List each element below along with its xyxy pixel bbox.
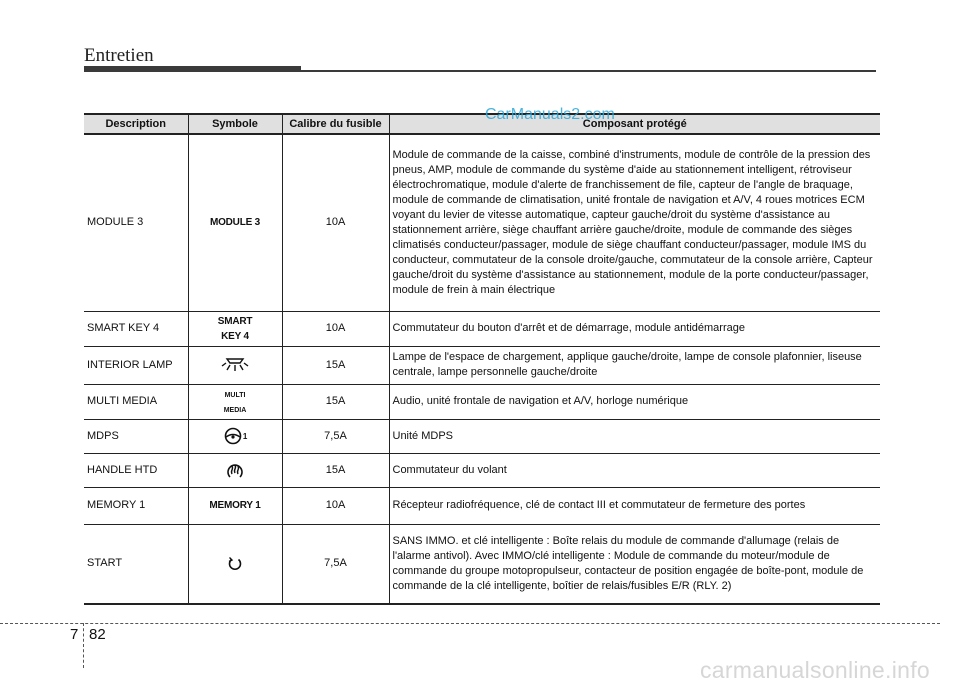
fuse-rating: 15A [282, 346, 389, 384]
column-header-rating: Calibre du fusible [282, 114, 389, 134]
table-row [84, 311, 880, 346]
title-underline-thick [84, 66, 301, 72]
symbol-label-line2: MEDIA [223, 406, 247, 414]
protected-component: Audio, unité frontale de navigation et A/V, horloge numérique [389, 384, 880, 419]
table-row [84, 524, 880, 604]
watermark-top: CarManuals2.com [485, 106, 615, 123]
protected-component: Unité MDPS [389, 419, 880, 453]
protected-component: Lampe de l'espace de chargement, applique gauche/droite, lampe de console plafonnier, liseuse centrale, lampe personnelle gauche/droite [389, 346, 880, 384]
heated-steering-icon [225, 460, 245, 480]
footer-divider-horizontal [0, 623, 940, 624]
fuse-rating: 15A [282, 453, 389, 487]
symbol-label: MEMORY 1 [209, 500, 261, 511]
table-row [84, 419, 880, 453]
symbol-label-line1: MULTI [224, 391, 246, 399]
title-underline-thin [301, 70, 876, 72]
fuse-description: SMART KEY 4 [84, 311, 188, 346]
fuse-symbol [188, 524, 282, 604]
fuse-rating: 10A [282, 487, 389, 524]
protected-component: Module de commande de la caisse, combiné d'instruments, module de contrôle de la pression des pneus, AMP, module de commande du système d'aide au stationnement intelligent, rétroviseur électrochromatique, module d'alerte de franchissement de file, capteur de l'angle de braquage, module de commande de climatisation, unité frontale de navigation et A/V, 4 roues motrices ECM voyant du levier de vitesse automatique, capteur gauche/droit du système d'assistance au stationnement arrière, siège chauffant arrière gauche/droite, module de commande des sièges climatisés conducteur/passager, module de siège chauffant conducteur/passager, module IMS du conducteur, commutateur de la console droite/gauche, commutateur de la console arrière, Capteur gauche/droit du système d'assistance au stationnement, module de la porte conducteur/passager, module de frein à main électrique [389, 134, 880, 311]
chapter-number: 7 [70, 626, 79, 643]
fuse-symbol [188, 346, 282, 384]
page-title: Entretien [84, 45, 154, 66]
table-row [84, 346, 880, 384]
fuse-description: MULTI MEDIA [84, 384, 188, 419]
table-row [84, 487, 880, 524]
symbol-label: MODULE 3 [209, 217, 261, 229]
protected-component: Récepteur radiofréquence, clé de contact III et commutateur de fermeture des portes [389, 487, 880, 524]
table-row [84, 384, 880, 419]
page-number: 82 [89, 626, 106, 643]
fuse-description: MDPS [84, 419, 188, 453]
table-row [84, 134, 880, 311]
interior-lamp-icon [220, 356, 250, 374]
fuse-symbol [188, 419, 282, 453]
fuse-description: MEMORY 1 [84, 487, 188, 524]
fuse-symbol [188, 453, 282, 487]
table-header-row [84, 114, 880, 134]
symbol-label-line2: KEY 4 [221, 330, 249, 342]
fuse-rating: 7,5A [282, 419, 389, 453]
column-header-description: Description [84, 114, 188, 134]
fuse-symbol [188, 384, 282, 419]
fuse-symbol [188, 134, 282, 311]
symbol-suffix: 1 [242, 431, 248, 441]
watermark-bottom: carmanualsonline.info [699, 657, 930, 683]
fuse-description: INTERIOR LAMP [84, 346, 188, 384]
fuse-table [84, 113, 880, 605]
table-row [84, 453, 880, 487]
start-arrow-icon [227, 556, 243, 572]
fuse-symbol [188, 487, 282, 524]
fuse-rating: 10A [282, 134, 389, 311]
protected-component: Commutateur du bouton d'arrêt et de démarrage, module antidémarrage [389, 311, 880, 346]
symbol-label-line1: SMART [217, 315, 253, 327]
column-header-symbol: Symbole [188, 114, 282, 134]
fuse-description: START [84, 524, 188, 604]
fuse-description: MODULE 3 [84, 134, 188, 311]
steering-wheel-icon [223, 427, 243, 445]
fuse-rating: 15A [282, 384, 389, 419]
fuse-rating: 10A [282, 311, 389, 346]
footer-divider-vertical [83, 623, 84, 668]
protected-component: Commutateur du volant [389, 453, 880, 487]
fuse-symbol [188, 311, 282, 346]
column-header-component: Composant protégé [389, 114, 880, 134]
protected-component: SANS IMMO. et clé intelligente : Boîte relais du module de commande d'allumage (relais de l'alarme antivol). Avec IMMO/clé intelligente : Module de commande du moteur/module de commande du groupe motopropulseur, contacteur de position engagée de boîte-pont, module de commande de la clé intelligente, boîtier de relais/fusibles E/R (RLY. 2) [389, 524, 880, 604]
fuse-rating: 7,5A [282, 524, 389, 604]
fuse-description: HANDLE HTD [84, 453, 188, 487]
